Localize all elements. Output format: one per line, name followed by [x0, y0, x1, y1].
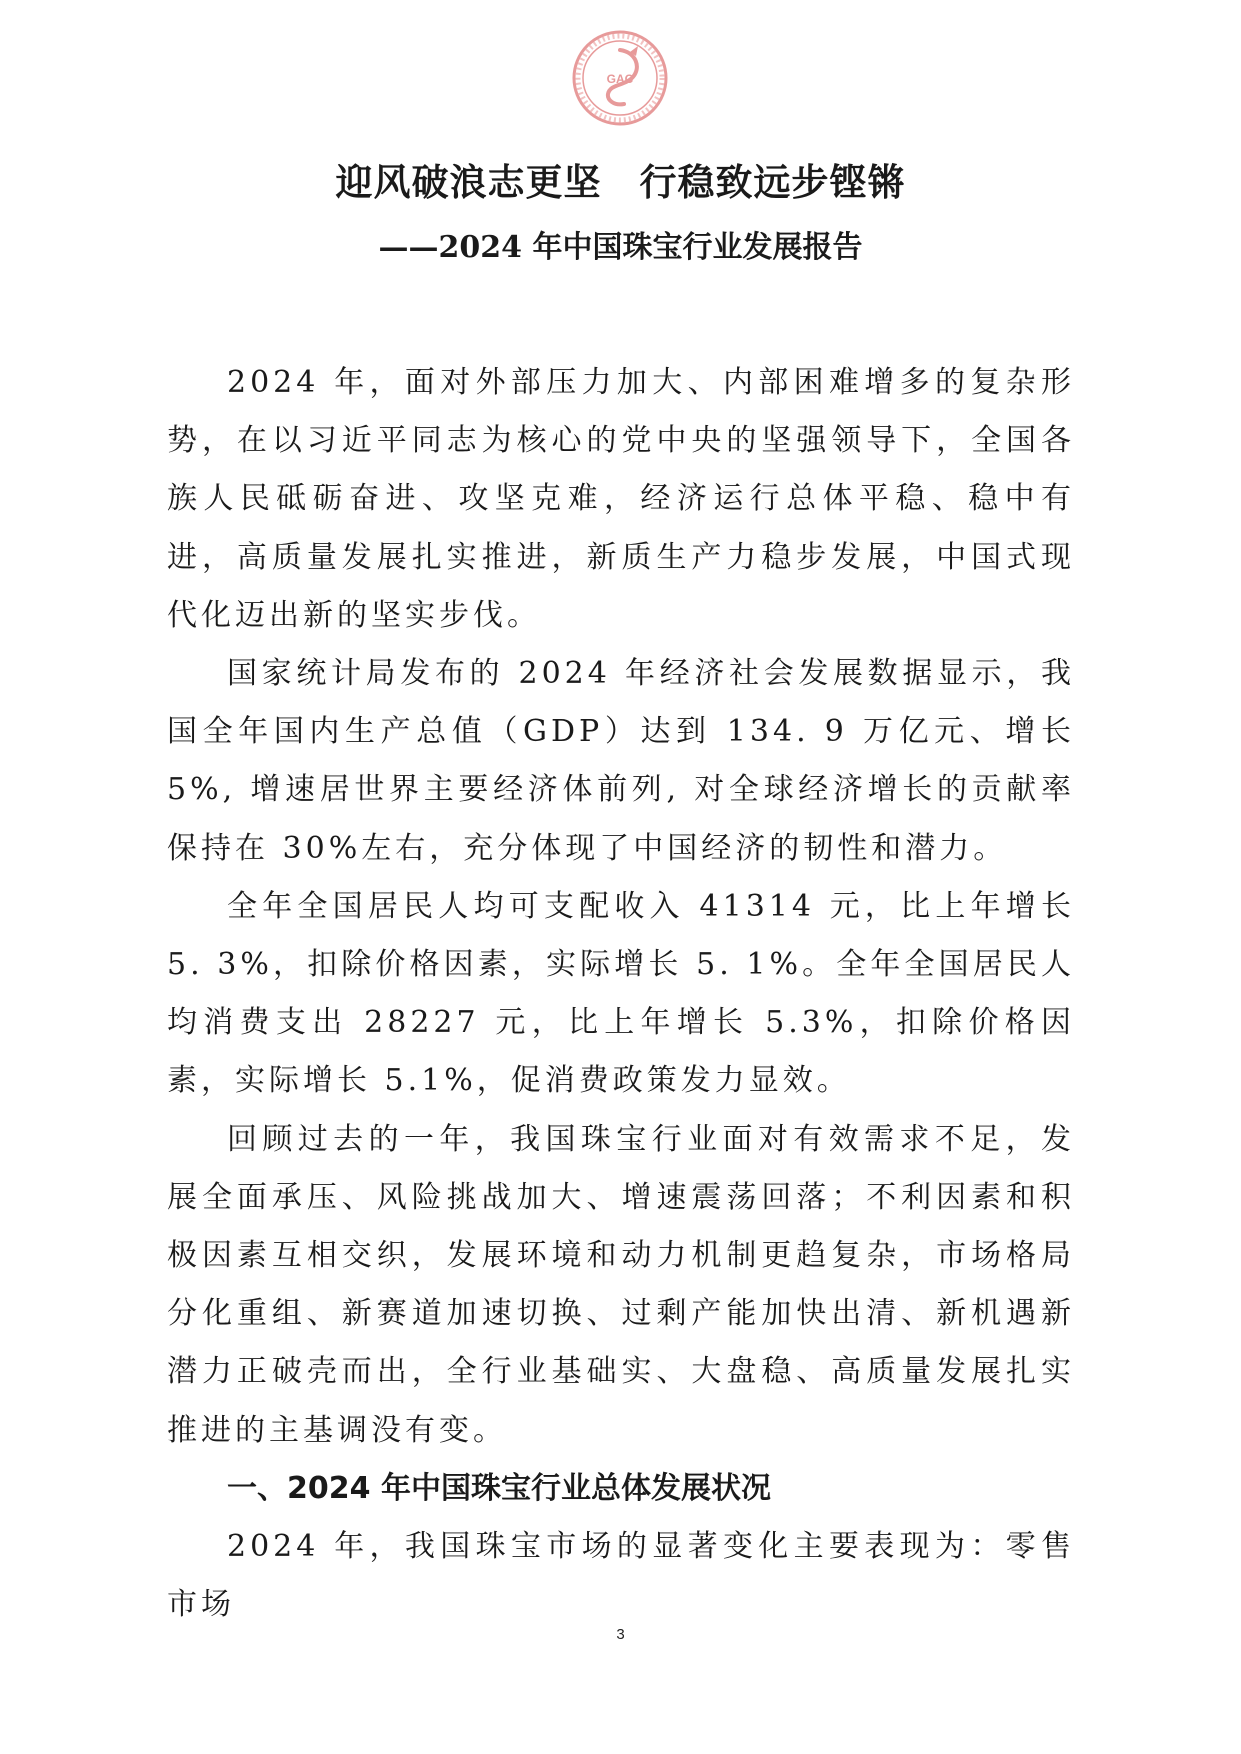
gac-seal-icon	[570, 28, 670, 128]
paragraph-industry-review: 回顾过去的一年，我国珠宝行业面对有效需求不足，发展全面承压、风险挑战加大、增速震荡回落；不利因素和积极因素互相交织，发展环境和动力机制更趋复杂，市场格局分化重组、新赛道加速切换、过剩产能加快出清、新机遇新潜力正破壳而出，全行业基础实、大盘稳、高质量发展扎实推进的主基调没有变。	[167, 1121, 1075, 1448]
paragraph-market-changes: 2024 年，我国珠宝市场的显著变化主要表现为：零售市场	[167, 1529, 1075, 1623]
report-title: 迎风破浪志更坚 行稳致远步铿锵	[335, 161, 906, 204]
report-body	[167, 354, 1075, 1634]
section-heading: 一、2024 年中国珠宝行业总体发展状况	[227, 1470, 771, 1506]
paragraph-income: 全年全国居民人均可支配收入 41314 元，比上年增长 5. 3%，扣除价格因素，实际增长 5. 1%。全年全国居民人均消费支出 28227 元，比上年增长 5.3%，扣除价格因素，实际增长 5.1%，促消费政策发力显效。	[167, 888, 1075, 1099]
logo-text: GAC	[606, 72, 634, 86]
report-subtitle: ——2024 年中国珠宝行业发展报告	[378, 230, 863, 265]
gac-logo	[570, 28, 670, 128]
page-number: 3	[616, 1626, 625, 1643]
paragraph-intro: 2024 年，面对外部压力加大、内部困难增多的复杂形势，在以习近平同志为核心的党中央的坚强领导下，全国各族人民砥砺奋进、攻坚克难，经济运行总体平稳、稳中有进，高质量发展扎实推进，新质生产力稳步发展，中国式现代化迈出新的坚实步伐。	[167, 365, 1075, 633]
paragraph-gdp: 国家统计局发布的 2024 年经济社会发展数据显示，我国全年国内生产总值（GDP）达到 134. 9 万亿元、增长 5%, 增速居世界主要经济体前列, 对全球经济增长的贡献率保持在 30%左右，充分体现了中国经济的韧性和潜力。	[167, 656, 1075, 866]
